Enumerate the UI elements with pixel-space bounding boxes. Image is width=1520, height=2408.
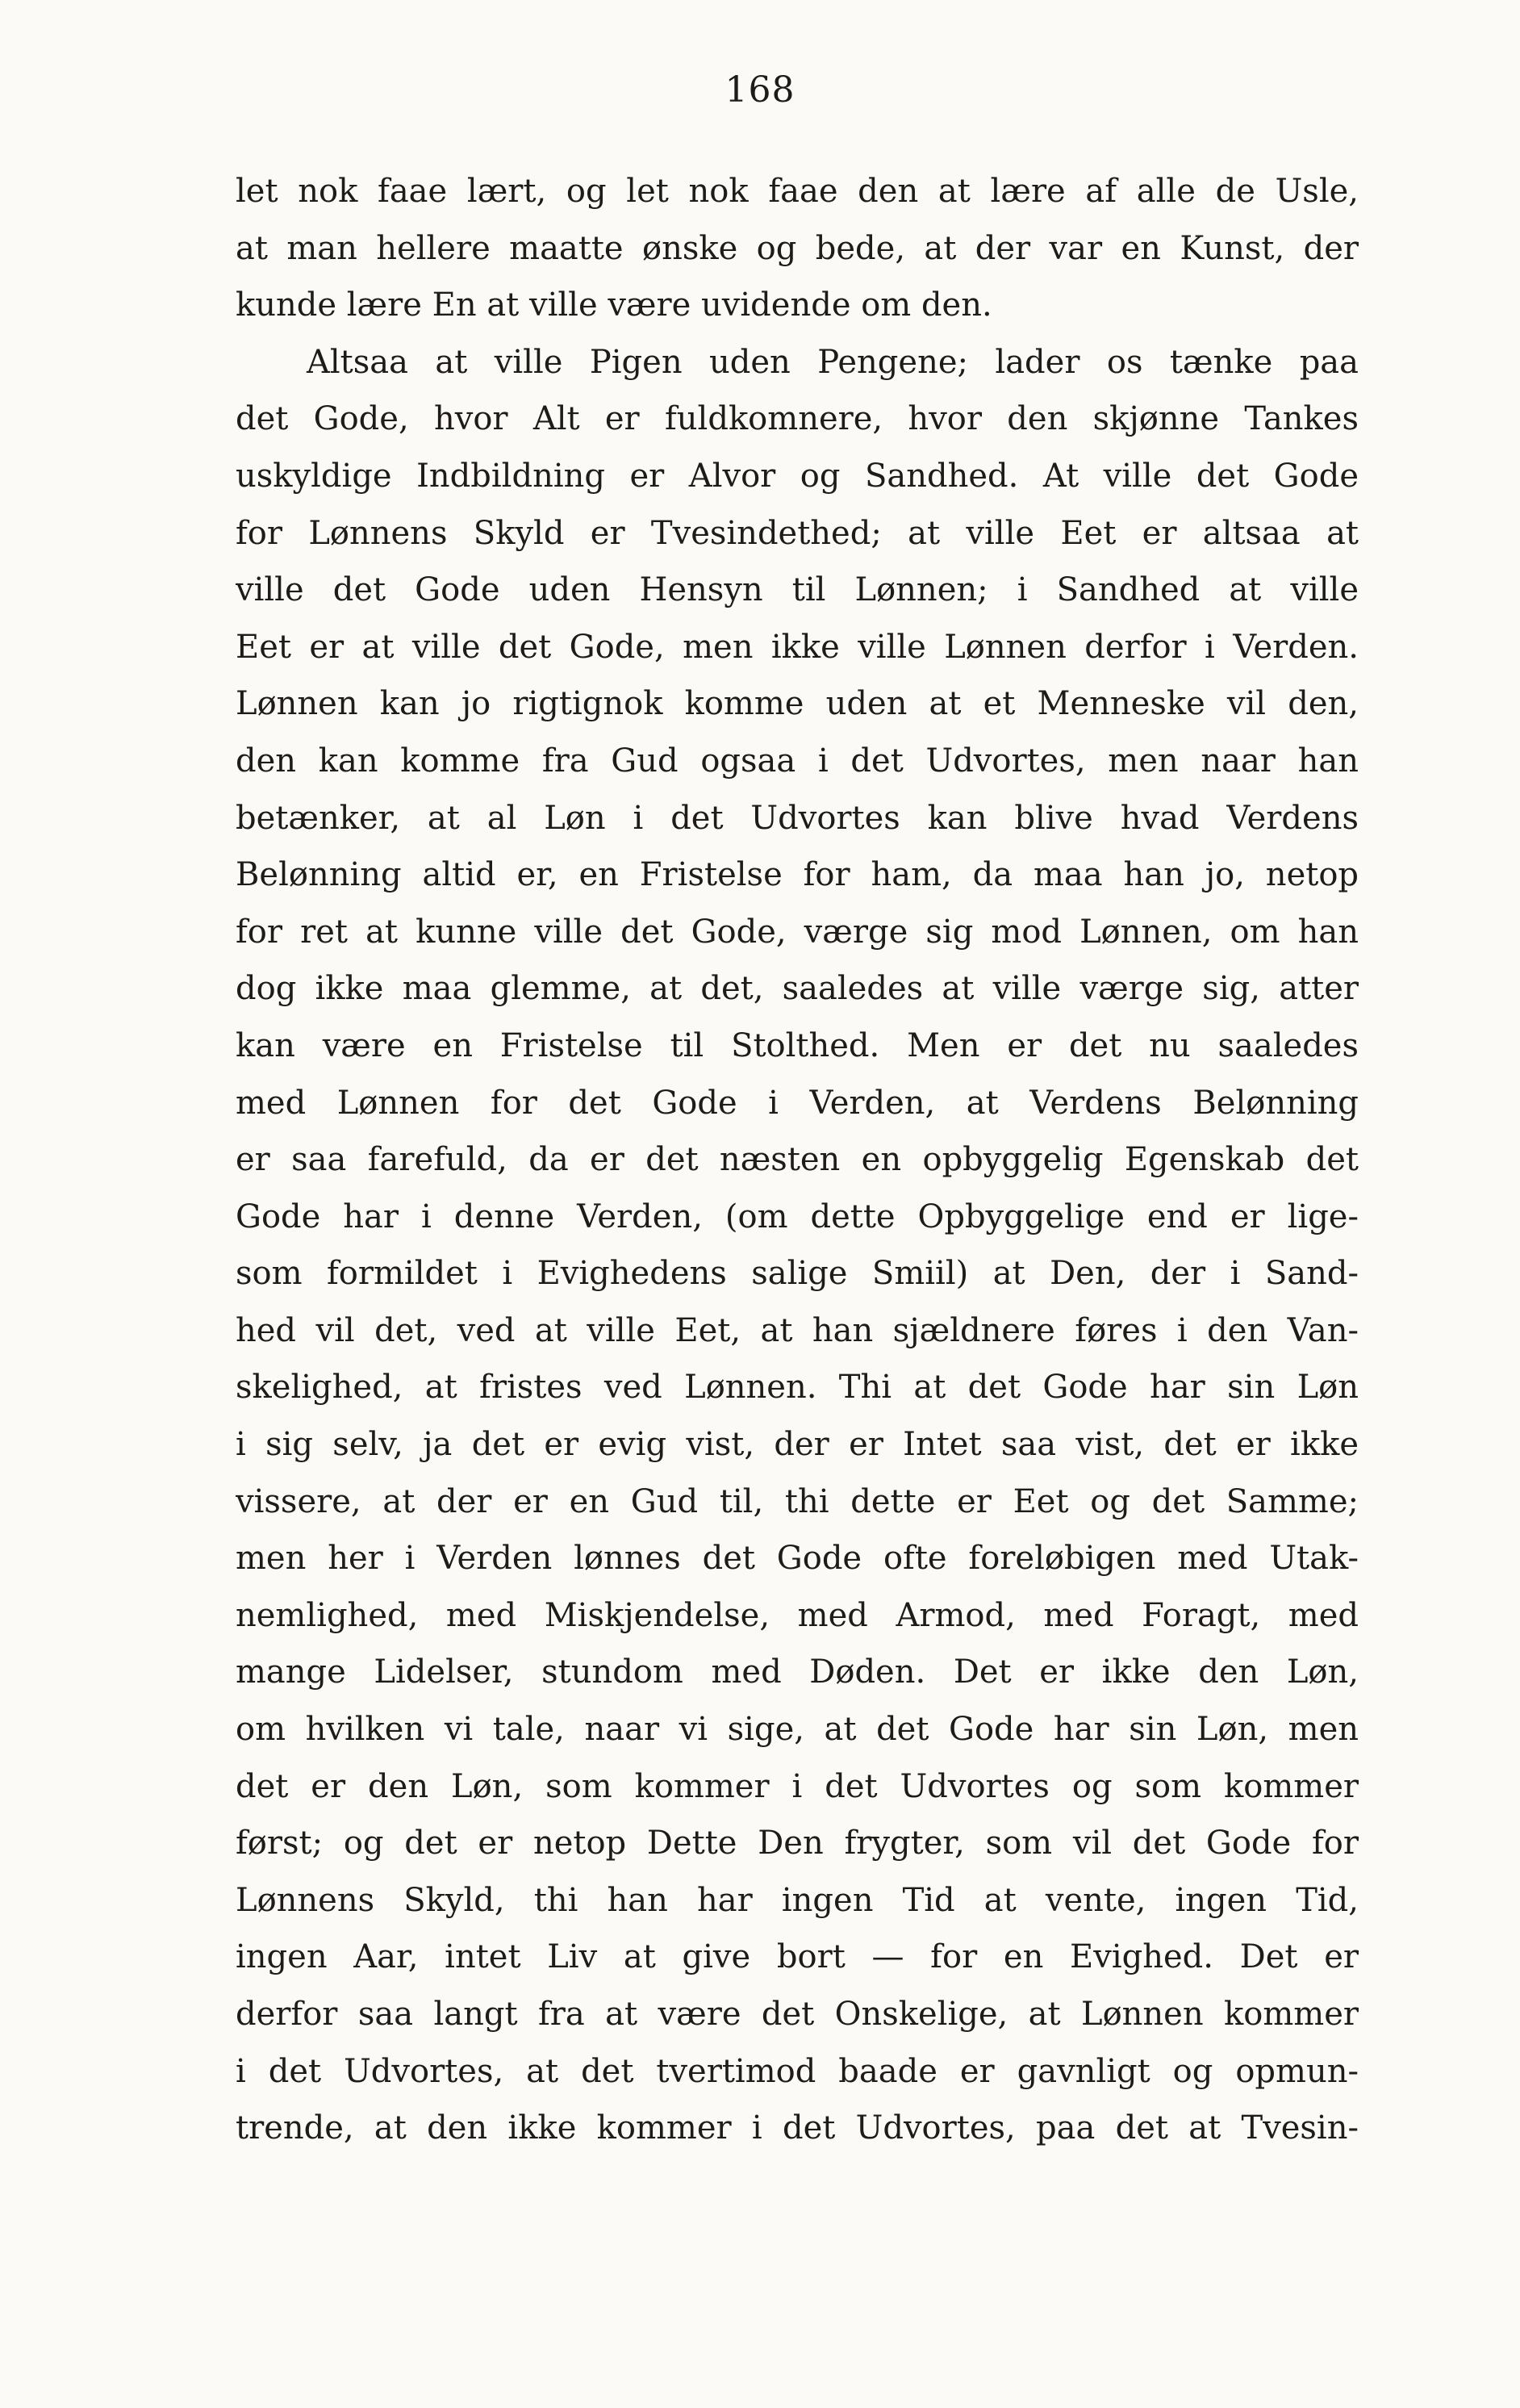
text-line: først; og det er netop Dette Den frygter, som vil det Gode for — [236, 1825, 1359, 1862]
text-line: let nok faae lært, og let nok faae den at lære af alle de Usle, — [236, 173, 1359, 210]
text-line: ville det Gode uden Hensyn til Lønnen; i Sandhed at ville — [236, 571, 1359, 609]
text-line: Lønnens Skyld, thi han har ingen Tid at vente, ingen Tid, — [236, 1881, 1359, 1919]
text-line: Lønnen kan jo rigtignok komme uden at et Menneske vil den, — [236, 685, 1359, 723]
text-line: betænker, at al Løn i det Udvortes kan blive hvad Verdens — [236, 799, 1359, 837]
text-line: men her i Verden lønnes det Gode ofte foreløbigen med Utak- — [236, 1540, 1359, 1578]
text-line: som formildet i Evighedens salige Smiil) at Den, der i Sand- — [236, 1255, 1359, 1293]
page-number: 168 — [725, 69, 795, 111]
text-line: uskyldige Indbildning er Alvor og Sandhed. At ville det Gode — [236, 457, 1359, 495]
text-line: Belønning altid er, en Fristelse for ham, da maa han jo, netop — [236, 856, 1359, 894]
text-line: Altsaa at ville Pigen uden Pengene; lader os tænke paa — [307, 343, 1359, 381]
text-line: derfor saa langt fra at være det Onskelige, at Lønnen kommer — [236, 1996, 1359, 2033]
text-line: i sig selv, ja det er evig vist, der er Intet saa vist, det er ikke — [236, 1426, 1359, 1464]
text-line: dog ikke maa glemme, at det, saaledes at ville værge sig, atter — [236, 970, 1359, 1008]
text-line: det Gode, hvor Alt er fuldkomnere, hvor den skjønne Tankes — [236, 400, 1359, 438]
text-line: trende, at den ikke kommer i det Udvortes, paa det at Tvesin- — [236, 2109, 1359, 2147]
text-line: for ret at kunne ville det Gode, værge sig mod Lønnen, om han — [236, 913, 1359, 951]
text-line: Eet er at ville det Gode, men ikke ville Lønnen derfor i Verden. — [236, 628, 1359, 666]
text-line: kunde lære En at ville være uvidende om den. — [236, 286, 992, 324]
text-line: vissere, at der er en Gud til, thi dette er Eet og det Samme; — [236, 1482, 1359, 1520]
body-text — [236, 163, 1359, 2157]
text-line: i det Udvortes, at det tvertimod baade er gavnligt og opmun- — [236, 2052, 1359, 2090]
text-line: er saa farefuld, da er det næsten en opbyggelig Egenskab det — [236, 1141, 1359, 1179]
text-line: ingen Aar, intet Liv at give bort — for en Evighed. Det er — [236, 1938, 1359, 1976]
text-line: for Lønnens Skyld er Tvesindethed; at ville Eet er altsaa at — [236, 514, 1359, 552]
text-line: den kan komme fra Gud ogsaa i det Udvortes, men naar han — [236, 742, 1359, 780]
text-line: om hvilken vi tale, naar vi sige, at det Gode har sin Løn, men — [236, 1711, 1359, 1749]
text-line: med Lønnen for det Gode i Verden, at Verdens Belønning — [236, 1084, 1359, 1122]
text-line: nemlighed, med Miskjendelse, med Armod, med Foragt, med — [236, 1596, 1359, 1634]
text-line: hed vil det, ved at ville Eet, at han sjældnere føres i den Van- — [236, 1311, 1359, 1349]
text-line: mange Lidelser, stundom med Døden. Det er ikke den Løn, — [236, 1653, 1359, 1691]
text-line: det er den Løn, som kommer i det Udvortes og som kommer — [236, 1767, 1359, 1805]
text-line: kan være en Fristelse til Stolthed. Men er det nu saaledes — [236, 1026, 1359, 1064]
text-line: skelighed, at fristes ved Lønnen. Thi at det Gode har sin Løn — [236, 1369, 1359, 1407]
text-line: at man hellere maatte ønske og bede, at der var en Kunst, der — [236, 229, 1359, 267]
text-line: Gode har i denne Verden, (om dette Opbyggelige end er lige- — [236, 1198, 1359, 1235]
